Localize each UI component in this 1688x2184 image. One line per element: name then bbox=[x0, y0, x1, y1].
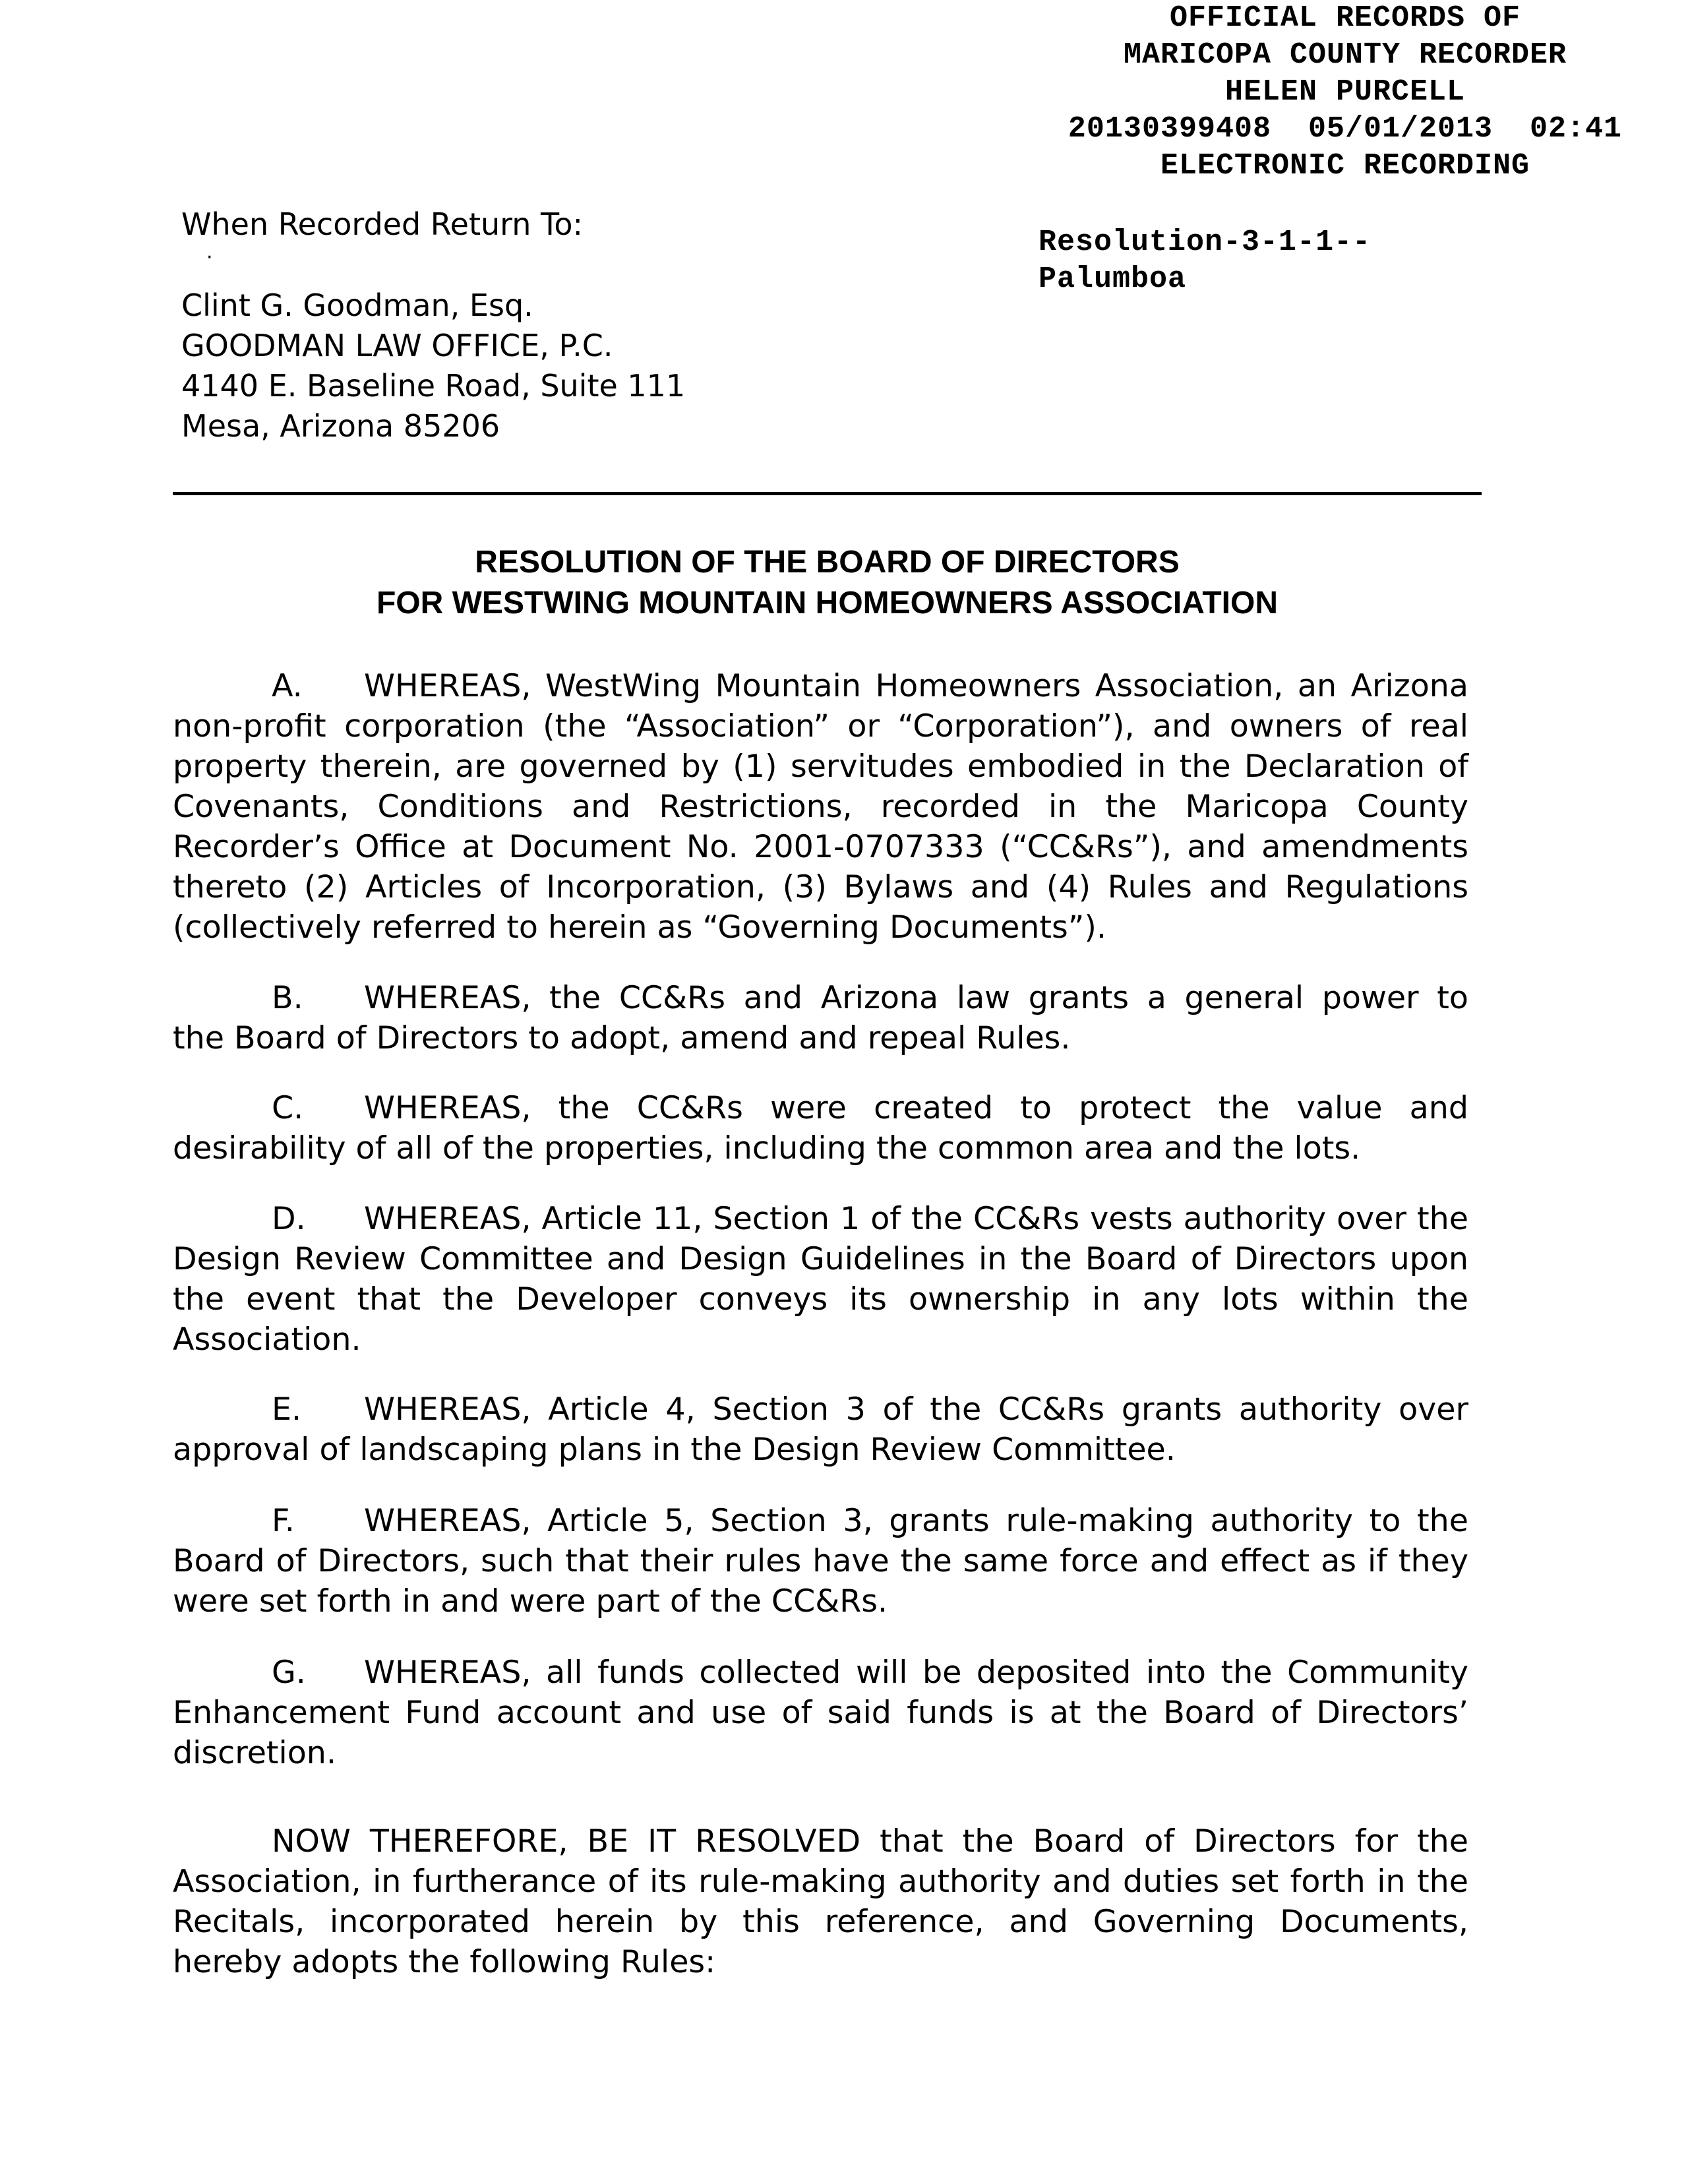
recital-text: Enhancement Fund account and use of said funds is at the Board of Directors’ bbox=[173, 1695, 1468, 1731]
title-line-2: FOR WESTWING MOUNTAIN HOMEOWNERS ASSOCIATION bbox=[376, 586, 1279, 621]
recording-stamp bbox=[1029, 0, 1662, 185]
recital-text: were set forth in and were part of the CC&Rs. bbox=[173, 1583, 888, 1620]
recital-text: desirability of all of the properties, including the common area and the lots. bbox=[173, 1130, 1361, 1167]
return-name: Clint G. Goodman, Esq. bbox=[181, 288, 533, 323]
document-title bbox=[173, 542, 1482, 624]
recital-marker: G. bbox=[272, 1654, 306, 1691]
recital-text: WHEREAS, the CC&Rs were created to protect the value and bbox=[364, 1090, 1468, 1126]
stray-dot: · bbox=[206, 246, 213, 269]
stamp-line: OFFICIAL RECORDS OF bbox=[1169, 1, 1521, 35]
recital-text: non-profit corporation (the “Association” or “Corporation”), and owners of real bbox=[173, 708, 1468, 744]
return-address-block bbox=[181, 204, 907, 446]
recital-text: (collectively referred to herein as “Governing Documents”). bbox=[173, 909, 1107, 946]
recital-text: Covenants, Conditions and Restrictions, recorded in the Maricopa County bbox=[173, 789, 1468, 825]
resolution-clause bbox=[173, 1821, 1468, 1982]
recital-text: WHEREAS, WestWing Mountain Homeowners Association, an Arizona bbox=[364, 668, 1468, 704]
recital-b bbox=[173, 978, 1468, 1058]
document-reference-line: Resolution-3-1-1-- bbox=[1039, 226, 1372, 259]
recital-text: Recorder’s Office at Document No. 2001-0707333 (“CC&Rs”), and amendments bbox=[173, 829, 1468, 865]
recital-marker: D. bbox=[272, 1201, 306, 1237]
recital-text: WHEREAS, Article 11, Section 1 of the CC&Rs vests authority over the bbox=[364, 1201, 1468, 1237]
recital-marker: B. bbox=[272, 980, 303, 1016]
recital-marker: E. bbox=[272, 1391, 302, 1428]
document-reference bbox=[1039, 224, 1500, 298]
return-heading: When Recorded Return To: bbox=[181, 206, 583, 242]
recital-text: the event that the Developer conveys its ownership in any lots within the bbox=[173, 1281, 1468, 1318]
recital-text: Design Review Committee and Design Guidelines in the Board of Directors upon bbox=[173, 1241, 1468, 1277]
recital-marker: C. bbox=[272, 1090, 304, 1126]
recital-c bbox=[173, 1088, 1468, 1168]
recital-text: Association. bbox=[173, 1321, 361, 1358]
title-line-1: RESOLUTION OF THE BOARD OF DIRECTORS bbox=[475, 545, 1180, 580]
stamp-line: HELEN PURCELL bbox=[1224, 75, 1466, 109]
resolution-text: Association, in furtherance of its rule-making authority and duties set forth in the bbox=[173, 1864, 1468, 1900]
recital-marker: A. bbox=[272, 668, 303, 704]
recital-text: Board of Directors, such that their rules have the same force and effect as if they bbox=[173, 1543, 1468, 1579]
document-reference-line: Palumboa bbox=[1039, 262, 1187, 296]
recital-g bbox=[173, 1653, 1468, 1773]
stamp-line: 20130399408 05/01/2013 02:41 bbox=[1068, 112, 1623, 146]
resolution-text: Recitals, incorporated herein by this reference, and Governing Documents, bbox=[173, 1904, 1468, 1940]
stamp-line: MARICOPA COUNTY RECORDER bbox=[1123, 38, 1567, 72]
recital-text: thereto (2) Articles of Incorporation, (3) Bylaws and (4) Rules and Regulations bbox=[173, 869, 1468, 905]
horizontal-divider bbox=[173, 492, 1482, 495]
recital-text: WHEREAS, all funds collected will be deposited into the Community bbox=[364, 1654, 1468, 1691]
recital-a bbox=[173, 666, 1468, 948]
recital-text: discretion. bbox=[173, 1735, 337, 1771]
recital-e bbox=[173, 1389, 1468, 1470]
resolution-text: hereby adopts the following Rules: bbox=[173, 1944, 716, 1980]
return-city: Mesa, Arizona 85206 bbox=[181, 408, 500, 444]
recital-text: WHEREAS, Article 5, Section 3, grants rule-making authority to the bbox=[364, 1503, 1468, 1539]
recital-f bbox=[173, 1501, 1468, 1622]
recital-d bbox=[173, 1199, 1468, 1360]
stamp-line: ELECTRONIC RECORDING bbox=[1160, 149, 1530, 183]
recital-text: property therein, are governed by (1) servitudes embodied in the Declaration of bbox=[173, 748, 1468, 785]
recital-marker: F. bbox=[272, 1503, 295, 1539]
recital-text: WHEREAS, Article 4, Section 3 of the CC&Rs grants authority over bbox=[364, 1391, 1468, 1428]
recital-text: approval of landscaping plans in the Design Review Committee. bbox=[173, 1432, 1176, 1468]
return-street: 4140 E. Baseline Road, Suite 111 bbox=[181, 368, 686, 404]
return-firm: GOODMAN LAW OFFICE, P.C. bbox=[181, 328, 613, 363]
recital-text: WHEREAS, the CC&Rs and Arizona law grants a general power to bbox=[364, 980, 1468, 1016]
recital-text: the Board of Directors to adopt, amend and repeal Rules. bbox=[173, 1020, 1071, 1056]
resolution-text: NOW THEREFORE, BE IT RESOLVED that the Board of Directors for the bbox=[272, 1823, 1468, 1860]
